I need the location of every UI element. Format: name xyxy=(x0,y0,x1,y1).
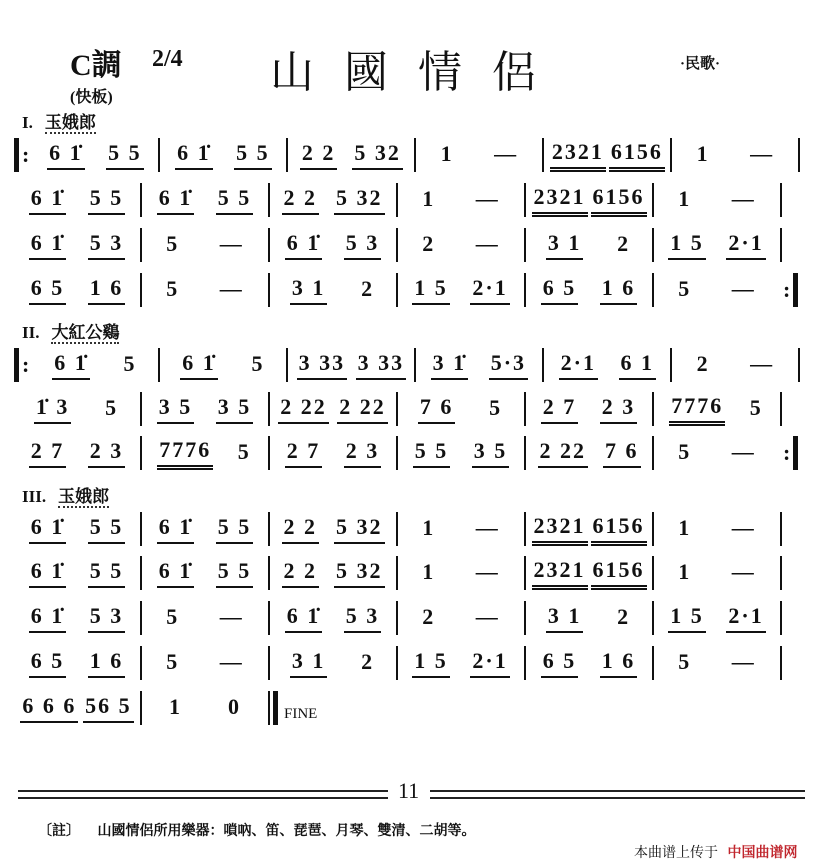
measure xyxy=(672,141,798,169)
measure xyxy=(142,604,268,632)
note-beat: 3 5 xyxy=(157,394,195,424)
measure xyxy=(416,141,542,169)
section-heading xyxy=(22,482,109,507)
barline xyxy=(780,392,782,426)
genre-label: ·民歌· xyxy=(680,56,721,72)
measure xyxy=(654,230,780,260)
staff-system xyxy=(14,436,804,470)
measure xyxy=(654,603,780,633)
measure xyxy=(654,276,780,304)
measure xyxy=(270,394,396,424)
note-beat: 5·3 xyxy=(489,350,528,380)
measure xyxy=(142,558,268,588)
measure xyxy=(270,185,396,215)
note-beat: 5 xyxy=(166,604,180,629)
measure xyxy=(142,185,268,215)
note-beat: 1 xyxy=(169,694,182,719)
note-beat: 2 xyxy=(422,604,436,629)
note-beat: 3 33 xyxy=(356,350,407,380)
note-beat: 6 1̇ xyxy=(29,185,67,215)
note-beat: 5 5 xyxy=(216,558,254,588)
section-number: II. xyxy=(22,323,40,342)
measure xyxy=(654,439,780,467)
fine-marking: FINE xyxy=(284,706,318,722)
measure xyxy=(526,557,652,590)
note-beat: — xyxy=(731,276,756,301)
measure xyxy=(142,394,268,424)
measure xyxy=(654,515,780,543)
note-beat: — xyxy=(731,186,756,211)
measure xyxy=(270,603,396,633)
note-beat: 6 5 xyxy=(29,275,67,305)
note-beat: 1̇ 3 xyxy=(34,394,72,424)
measure xyxy=(526,275,652,305)
measure xyxy=(270,230,396,260)
note-beat: 2 xyxy=(617,604,631,629)
staff-system xyxy=(14,556,804,590)
measure xyxy=(288,350,414,380)
note-beat: 6 1̇ xyxy=(29,514,67,544)
note-beat: 5 xyxy=(678,439,692,464)
measure xyxy=(672,351,798,379)
staff-system xyxy=(14,512,804,546)
note-beat: — xyxy=(731,515,756,540)
repeat-dots: : xyxy=(783,277,791,302)
measure xyxy=(32,140,158,170)
note-beat: 6 5 xyxy=(541,275,579,305)
note-beat: — xyxy=(494,141,519,166)
section-number: III. xyxy=(22,487,47,506)
time-signature: 2/4 xyxy=(152,46,183,72)
section-name: 大紅公鷄 xyxy=(51,323,120,342)
staff-system xyxy=(14,273,804,307)
note-beat: 5 5 xyxy=(234,140,272,170)
repeat-start-bar xyxy=(14,348,19,382)
note-beat: — xyxy=(475,559,500,584)
measure xyxy=(398,515,524,543)
measure xyxy=(526,184,652,217)
measure xyxy=(160,350,286,380)
measure xyxy=(14,394,140,424)
barline xyxy=(780,512,782,546)
section-heading xyxy=(22,108,96,133)
note-beat: 1 xyxy=(422,515,436,540)
note-beat: 2 xyxy=(361,276,375,301)
note-beat: 1 5 xyxy=(412,648,450,678)
note-beat: 2 3 xyxy=(344,438,382,468)
note-beat: 2321 xyxy=(532,513,588,546)
note-beat: 6 1̇ xyxy=(180,350,218,380)
section-number: I. xyxy=(22,113,33,132)
note-beat: 6 1̇ xyxy=(285,230,323,260)
measure xyxy=(654,186,780,214)
page-title: 山國情侶 xyxy=(270,47,566,98)
measure xyxy=(14,648,140,678)
repeat-dots: : xyxy=(22,142,30,167)
measure xyxy=(270,438,396,468)
note-beat: 2 2 xyxy=(282,185,320,215)
note-beat: 1 xyxy=(422,559,436,584)
measure xyxy=(398,394,524,424)
measure xyxy=(398,648,524,678)
note-beat: 5 xyxy=(166,649,180,674)
note-beat: — xyxy=(475,231,500,256)
measure xyxy=(142,231,268,259)
note-beat: — xyxy=(475,515,500,540)
measure xyxy=(526,394,652,424)
note-beat: 5 3 xyxy=(88,230,126,260)
note-beat: 2 xyxy=(696,351,710,376)
measure xyxy=(142,276,268,304)
note-beat: — xyxy=(731,559,756,584)
staff-system xyxy=(14,601,804,635)
barline xyxy=(780,556,782,590)
note-beat: 6 1̇ xyxy=(29,230,67,260)
note-beat: 2 7 xyxy=(541,394,579,424)
staff-system xyxy=(14,348,804,382)
section-name: 玉娥郎 xyxy=(44,113,96,132)
note-beat: — xyxy=(219,649,244,674)
repeat-dots: : xyxy=(22,352,30,377)
measure xyxy=(14,693,140,723)
note-beat: 5 xyxy=(166,276,180,301)
note-beat: 2 22 xyxy=(538,438,589,468)
note-beat: 1 xyxy=(678,515,692,540)
staff-system xyxy=(14,646,804,680)
staff-system xyxy=(14,228,804,262)
note-beat: — xyxy=(750,141,775,166)
measure xyxy=(526,230,652,260)
note-beat: 6156 xyxy=(591,557,647,590)
note-beat: 6 1̇ xyxy=(157,185,195,215)
measure xyxy=(398,438,524,468)
barline xyxy=(780,228,782,262)
note-beat: 1 6 xyxy=(88,648,126,678)
note-beat: 1 6 xyxy=(88,275,126,305)
staff-system xyxy=(14,183,804,217)
note-beat: 6 1̇ xyxy=(285,603,323,633)
measure xyxy=(160,140,286,170)
measure xyxy=(14,558,140,588)
measure xyxy=(14,514,140,544)
measure xyxy=(270,648,396,678)
note-beat: 5 xyxy=(489,395,503,420)
note-beat: — xyxy=(475,604,500,629)
note-beat: 2 7 xyxy=(285,438,323,468)
note-beat: 2 2 xyxy=(300,140,338,170)
note-beat: 5 5 xyxy=(106,140,144,170)
note-beat: 5 3 xyxy=(344,230,382,260)
note-beat: 7776 xyxy=(669,393,725,426)
note-beat: 3 1 xyxy=(546,603,584,633)
measure xyxy=(398,231,524,259)
note-beat: 1 5 xyxy=(668,603,706,633)
note-beat: 5 3 xyxy=(344,603,382,633)
note-beat: 5 5 xyxy=(216,514,254,544)
note-beat: 5 5 xyxy=(413,438,451,468)
watermark-brand: 中国曲谱网 xyxy=(727,846,798,861)
note-beat: 5 xyxy=(105,395,119,420)
note-beat: 2 2 xyxy=(282,558,320,588)
measure xyxy=(142,694,268,722)
measure xyxy=(526,438,652,468)
note-beat: 5 5 xyxy=(216,185,254,215)
note-beat: 6 1̇ xyxy=(157,558,195,588)
note-beat: 2 xyxy=(361,649,375,674)
note-beat: 1 5 xyxy=(412,275,450,305)
note-beat: 6 1̇ xyxy=(47,140,85,170)
note-beat: 2·1 xyxy=(559,350,598,380)
note-beat: 5 32 xyxy=(334,185,385,215)
section-heading xyxy=(22,318,119,343)
footnote xyxy=(38,820,476,840)
note-beat: 3 5 xyxy=(216,394,254,424)
note-beat: 5 3 xyxy=(88,603,126,633)
note-beat: 6156 xyxy=(591,513,647,546)
note-beat: 2·1 xyxy=(470,275,509,305)
note-beat: 3 1 xyxy=(290,648,328,678)
repeat-start-bar xyxy=(14,138,19,172)
measure xyxy=(526,603,652,633)
note-beat: — xyxy=(750,351,775,376)
measure xyxy=(270,558,396,588)
note-beat: 2321 xyxy=(532,557,588,590)
barline xyxy=(780,183,782,217)
measure xyxy=(544,350,670,380)
repeat-end-bar xyxy=(793,273,798,307)
barline xyxy=(268,691,270,725)
measure xyxy=(32,350,158,380)
tempo-marking: (快板) xyxy=(70,89,113,106)
measure xyxy=(654,393,780,426)
note-beat: 7776 xyxy=(157,437,213,470)
measure xyxy=(142,437,268,470)
note-beat: 2 3 xyxy=(600,394,638,424)
note-beat: 5 xyxy=(251,351,265,376)
divider-right xyxy=(430,790,805,799)
staff-system xyxy=(14,691,804,725)
note-beat: 5 5 xyxy=(88,558,126,588)
note-beat: — xyxy=(731,649,756,674)
note-beat: 5 xyxy=(237,439,251,464)
measure xyxy=(526,513,652,546)
measure xyxy=(416,350,542,380)
divider-left xyxy=(18,790,388,799)
note-beat: 7 6 xyxy=(603,438,641,468)
measure xyxy=(398,186,524,214)
note-beat: 1 xyxy=(422,186,436,211)
final-bar xyxy=(273,691,278,725)
barline xyxy=(780,601,782,635)
footnote-label: 〔註〕 xyxy=(38,824,80,839)
note-beat: 0 xyxy=(228,694,241,719)
measure xyxy=(544,139,670,172)
key-signature: C調 xyxy=(70,49,122,82)
note-beat: 5 32 xyxy=(334,558,385,588)
note-beat: 1 xyxy=(678,559,692,584)
measure xyxy=(270,514,396,544)
note-beat: 6 6 6 xyxy=(20,693,78,723)
note-beat: 5 xyxy=(678,649,692,674)
measure xyxy=(526,648,652,678)
note-beat: 2 xyxy=(422,231,436,256)
note-beat: 2 7 xyxy=(29,438,67,468)
measure xyxy=(14,438,140,468)
note-beat: 2·1 xyxy=(726,230,765,260)
note-beat: 1 6 xyxy=(600,648,638,678)
note-beat: 3 1 xyxy=(546,230,584,260)
note-beat: 5 xyxy=(749,395,763,420)
note-beat: 56 5 xyxy=(83,693,134,723)
note-beat: 3 33 xyxy=(297,350,348,380)
note-beat: 2321 xyxy=(532,184,588,217)
note-beat: 1 6 xyxy=(600,275,638,305)
measure xyxy=(14,603,140,633)
note-beat: 6 5 xyxy=(29,648,67,678)
measure xyxy=(14,185,140,215)
note-beat: 2321 xyxy=(550,139,606,172)
note-beat: 6 5 xyxy=(541,648,579,678)
note-beat: 6156 xyxy=(591,184,647,217)
note-beat: 6 1̇ xyxy=(157,514,195,544)
measure xyxy=(14,230,140,260)
note-beat: 5 xyxy=(678,276,692,301)
note-beat: 6 1̇ xyxy=(175,140,213,170)
note-beat: 6 1̇ xyxy=(52,350,90,380)
measure xyxy=(398,559,524,587)
staff-system xyxy=(14,392,804,426)
note-beat: — xyxy=(219,604,244,629)
note-beat: 1 5 xyxy=(668,230,706,260)
measure xyxy=(398,275,524,305)
note-beat: 6 1̇ xyxy=(29,603,67,633)
note-beat: 2·1 xyxy=(726,603,765,633)
measure xyxy=(142,514,268,544)
watermark xyxy=(634,842,798,862)
note-beat: 3 1̇ xyxy=(431,350,469,380)
barline xyxy=(780,646,782,680)
note-beat: 1 xyxy=(440,141,454,166)
barline xyxy=(798,138,800,172)
note-beat: — xyxy=(731,439,756,464)
measure xyxy=(14,275,140,305)
note-beat: 5 xyxy=(123,351,137,376)
note-beat: 5 xyxy=(166,231,180,256)
note-beat: 1 xyxy=(678,186,692,211)
page-number: 11 xyxy=(398,778,420,803)
note-beat: 2 2 xyxy=(282,514,320,544)
note-beat: 3 1 xyxy=(290,275,328,305)
note-beat: 2 xyxy=(617,231,631,256)
note-beat: 7 6 xyxy=(418,394,456,424)
measure xyxy=(398,604,524,632)
note-beat: 2 3 xyxy=(88,438,126,468)
repeat-dots: : xyxy=(783,440,791,465)
note-beat: — xyxy=(219,276,244,301)
note-beat: 2 22 xyxy=(337,394,388,424)
staff-system xyxy=(14,138,804,172)
measure xyxy=(288,140,414,170)
section-name: 玉娥郎 xyxy=(58,487,110,506)
measure xyxy=(270,275,396,305)
note-beat: 2·1 xyxy=(470,648,509,678)
watermark-prefix: 本曲谱上传于 xyxy=(634,846,718,861)
note-beat: — xyxy=(475,186,500,211)
measure xyxy=(654,559,780,587)
note-beat: 6 1 xyxy=(619,350,657,380)
note-beat: 3 5 xyxy=(472,438,510,468)
footnote-text: 山國情侶所用樂器：嗩吶、笛、琵琶、月琴、雙清、二胡等。 xyxy=(97,824,476,839)
note-beat: 1 xyxy=(696,141,710,166)
measure xyxy=(654,649,780,677)
note-beat: 5 5 xyxy=(88,514,126,544)
note-beat: 6 1̇ xyxy=(29,558,67,588)
note-beat: 2 22 xyxy=(278,394,329,424)
repeat-end-bar xyxy=(793,436,798,470)
note-beat: 5 5 xyxy=(88,185,126,215)
note-beat: 6156 xyxy=(609,139,665,172)
note-beat: — xyxy=(219,231,244,256)
note-beat: 5 32 xyxy=(352,140,403,170)
note-beat: 5 32 xyxy=(334,514,385,544)
barline xyxy=(798,348,800,382)
measure xyxy=(142,649,268,677)
